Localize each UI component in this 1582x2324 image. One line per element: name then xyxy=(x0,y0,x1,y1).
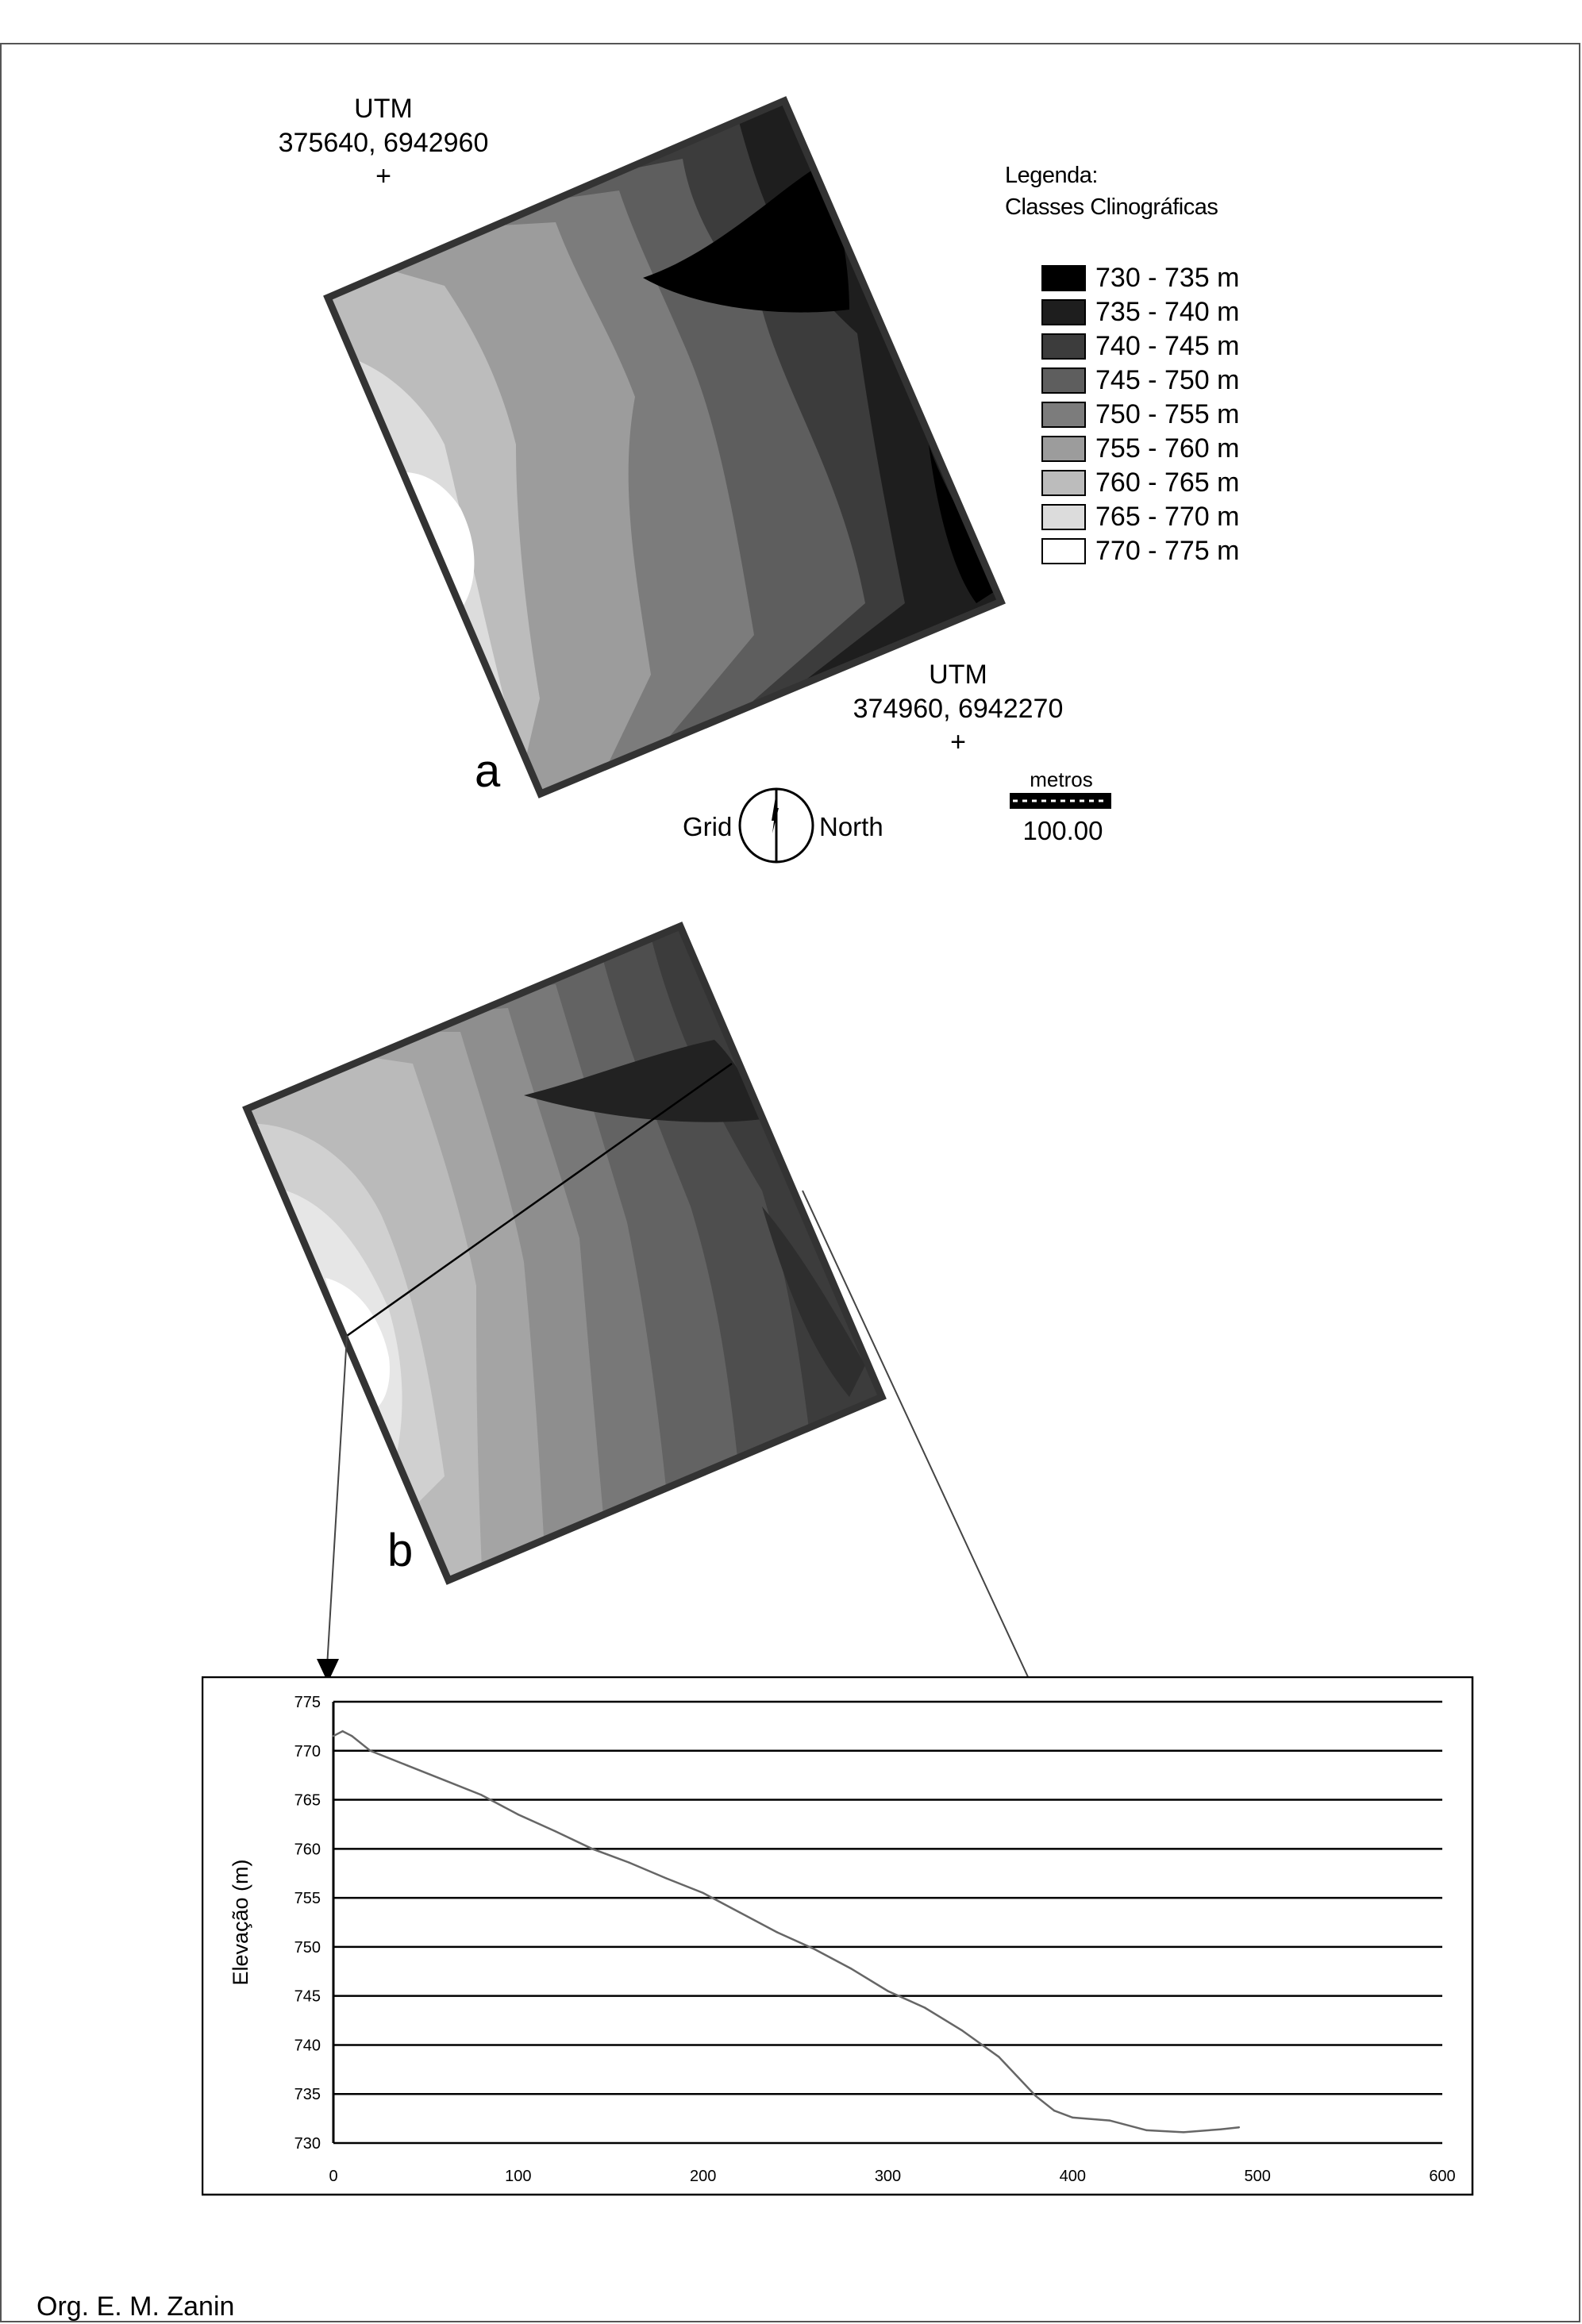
chart-data-point xyxy=(813,1948,814,1949)
chart-data-point xyxy=(1238,2126,1240,2128)
chart-x-tick-label: 600 xyxy=(1429,2168,1456,2185)
chart-y-tick-label: 760 xyxy=(294,1841,321,1859)
north-arrow-left-label: Grid xyxy=(683,812,733,841)
map-a-panel-letter: a xyxy=(475,745,501,797)
chart-data-point xyxy=(887,1990,888,1991)
chart-x-tick-label: 400 xyxy=(1059,2168,1087,2185)
chart-data-point xyxy=(1183,2131,1184,2133)
legend-title-1: Legenda: xyxy=(1005,163,1098,188)
elevation-profile-chart xyxy=(202,1676,1474,2197)
chart-data-point xyxy=(1016,2076,1018,2077)
scale-bar-value: 100.00 xyxy=(1022,816,1103,845)
chart-x-tick-label: 0 xyxy=(329,2168,338,2185)
legend-label: 730 - 735 m xyxy=(1095,263,1240,293)
north-arrow-right-label: North xyxy=(819,812,883,841)
chart-y-tick-label: 745 xyxy=(294,1987,321,2006)
legend-title-2: Classes Clinográficas xyxy=(1005,194,1218,220)
credit-text: Org. E. M. Zanin xyxy=(37,2291,235,2322)
chart-data-point xyxy=(1053,2110,1055,2111)
legend-label: 750 - 755 m xyxy=(1095,399,1240,429)
chart-data-point xyxy=(1072,2117,1073,2118)
legend-label: 755 - 760 m xyxy=(1095,433,1240,464)
chart-data-point xyxy=(518,1814,519,1815)
map-a-utm-se-marker: + xyxy=(950,727,966,757)
chart-data-point xyxy=(444,1780,445,1781)
chart-data-point xyxy=(665,1877,667,1879)
chart-y-tick-label: 750 xyxy=(294,1938,321,1957)
chart-data-point xyxy=(333,1735,334,1737)
legend-label: 745 - 750 m xyxy=(1095,365,1240,395)
map-a-utm-se-label: UTM xyxy=(929,660,987,690)
chart-frame xyxy=(202,1677,1472,2195)
legend-label: 740 - 745 m xyxy=(1095,331,1240,361)
chart-y-tick-label: 740 xyxy=(294,2037,321,2055)
chart-data-point xyxy=(1035,2095,1037,2096)
chart-y-tick-label: 775 xyxy=(294,1694,321,1711)
callout-line-left xyxy=(327,1336,347,1667)
chart-data-point xyxy=(591,1848,593,1849)
legend-label: 735 - 740 m xyxy=(1095,297,1240,327)
chart-y-tick-label: 755 xyxy=(294,1890,321,1908)
chart-data-point xyxy=(739,1911,741,1913)
chart-x-tick-label: 200 xyxy=(689,2168,717,2185)
chart-data-point xyxy=(1145,2130,1147,2131)
chart-y-tick-label: 770 xyxy=(294,1742,321,1760)
chart-data-point xyxy=(1219,2129,1221,2130)
scale-bar-unit: metros xyxy=(1030,768,1093,791)
chart-x-tick-label: 500 xyxy=(1244,2168,1271,2185)
chart-data-point xyxy=(960,2030,962,2031)
chart-data-point xyxy=(406,1764,408,1766)
chart-data-point xyxy=(480,1794,482,1795)
chart-data-point xyxy=(351,1735,352,1737)
chart-data-point xyxy=(341,1730,343,1732)
chart-y-tick-label: 765 xyxy=(294,1791,321,1810)
chart-data-point xyxy=(1109,2119,1110,2121)
chart-data-point xyxy=(924,2007,926,2008)
legend-label: 770 - 775 m xyxy=(1095,536,1240,566)
chart-data-point xyxy=(554,1830,556,1832)
map-a-utm-nw-marker: + xyxy=(375,161,391,191)
chart-data-point xyxy=(628,1861,629,1863)
map-a-utm-nw-coords: 375640, 6942960 xyxy=(278,128,489,158)
chart-y-tick-label: 735 xyxy=(294,2086,321,2104)
chart-data-point xyxy=(702,1892,703,1894)
chart-x-tick-label: 300 xyxy=(874,2168,902,2185)
chart-data-point xyxy=(776,1931,778,1933)
chart-data-point xyxy=(369,1750,371,1752)
chart-y-axis-label: Elevação (m) xyxy=(229,1859,252,1986)
chart-data-point xyxy=(998,2056,999,2057)
map-a-utm-nw-label: UTM xyxy=(354,94,413,124)
legend-label: 765 - 770 m xyxy=(1095,502,1240,532)
chart-x-tick-label: 100 xyxy=(505,2168,532,2185)
map-a-utm-se-coords: 374960, 6942270 xyxy=(853,694,1064,724)
chart-data-point xyxy=(850,1968,852,1969)
legend-label: 760 - 765 m xyxy=(1095,467,1240,498)
chart-y-tick-label: 730 xyxy=(294,2135,321,2153)
map-b-panel-letter: b xyxy=(387,1525,414,1576)
